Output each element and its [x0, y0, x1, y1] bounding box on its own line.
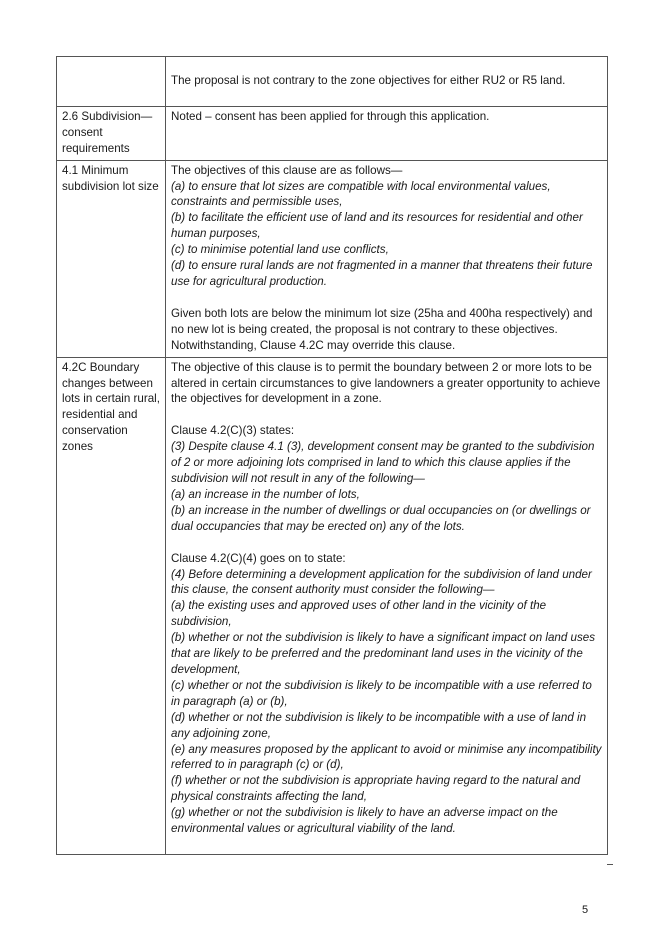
quoted-clause-text: (3) Despite clause 4.1 (3), development consent may be granted to the subdivision of 2 or more adjoining lots comprised in land to which this clause applies if the subdivision will not result in any of the following— [171, 440, 595, 486]
quoted-clause-text: (b) to facilitate the efficient use of land and its resources for residential and other human purposes, [171, 211, 583, 241]
quoted-clause-text: (4) Before determining a development application for the subdivision of land under this clause, the consent authority must consider the following— [171, 567, 592, 597]
comment-paragraph: Clause 4.2(C)(4) goes on to state: [171, 551, 346, 565]
page-number: 5 [582, 904, 589, 916]
clause-label-cell [57, 57, 166, 107]
comment-paragraph: Noted – consent has been applied for through this application. [171, 109, 490, 123]
assessment-table [56, 56, 608, 855]
comment-paragraph: The proposal is not contrary to the zone objectives for either RU2 or R5 land. [171, 74, 566, 87]
quoted-clause-text: (c) to minimise potential land use conflicts, [171, 243, 389, 257]
table-row [57, 160, 608, 357]
quoted-clause-text: (a) the existing uses and approved uses of other land in the vicinity of the subdivision, [171, 599, 547, 629]
quoted-clause-text: (g) whether or not the subdivision is likely to have an adverse impact on the environmental values or agricultural viability of the land. [171, 806, 558, 836]
clause-label: 2.6 Subdivision—consent requirements [62, 109, 153, 155]
paragraph-spacer [171, 535, 602, 551]
quoted-clause-text: (c) whether or not the subdivision is likely to be incompatible with a use referred to in paragraph (a) or (b), [171, 678, 592, 708]
clause-label-cell [57, 160, 166, 357]
quoted-clause-text: (a) an increase in the number of lots, [171, 487, 360, 501]
assessment-comment-cell [166, 106, 608, 160]
assessment-comment-cell [166, 160, 608, 357]
table-row [57, 357, 608, 854]
comment-paragraph: The objectives of this clause are as follows— [171, 163, 403, 177]
quoted-clause-text: (b) whether or not the subdivision is likely to have a significant impact on land uses that are likely to be preferred and the predominant land uses in the vicinity of the development, [171, 631, 596, 676]
clause-label: 4.2C Boundary changes between lots in certain rural, residential and conservation zones [62, 360, 160, 454]
quoted-clause-text: (f) whether or not the subdivision is appropriate having regard to the natural and physical constraints affecting the land, [171, 774, 581, 804]
comment-paragraph: Clause 4.2(C)(3) states: [171, 424, 295, 438]
clause-label-cell [57, 106, 166, 160]
paragraph-spacer [171, 407, 602, 423]
table-row [57, 57, 608, 107]
quoted-clause-text: (d) whether or not the subdivision is likely to be incompatible with a use of land in any adjoining zone, [171, 710, 587, 740]
clause-label: 4.1 Minimum subdivision lot size [62, 163, 159, 193]
comment-paragraph: The objective of this clause is to permit the boundary between 2 or more lots to be altered in certain circumstances to give landowners a greater opportunity to achieve the objectives for development in a zone. [171, 360, 601, 406]
quoted-clause-text: (d) to ensure rural lands are not fragmented in a manner that threatens their future use for agricultural production. [171, 259, 593, 288]
table-border-extension [607, 864, 613, 865]
quoted-clause-text: (a) to ensure that lot sizes are compatible with local environmental values, constraints and permissible uses, [171, 179, 551, 209]
quoted-clause-text: (b) an increase in the number of dwellings or dual occupancies on (or dwellings or dual occupancies that may be erected on) any of the lots. [171, 503, 591, 533]
paragraph-spacer [171, 290, 602, 306]
assessment-table-body [57, 57, 608, 855]
table-row [57, 106, 608, 160]
assessment-comment-cell [166, 57, 608, 107]
assessment-comment-cell [166, 357, 608, 854]
quoted-clause-text: (e) any measures proposed by the applicant to avoid or minimise any incompatibility referred to in paragraph (c) or (d), [171, 742, 602, 772]
comment-paragraph: Given both lots are below the minimum lot size (25ha and 400ha respectively) and no new lot is being created, the proposal is not contrary to these objectives. Notwithstanding, Clause 4.2C may override this clause. [171, 306, 593, 352]
clause-label-cell [57, 357, 166, 854]
